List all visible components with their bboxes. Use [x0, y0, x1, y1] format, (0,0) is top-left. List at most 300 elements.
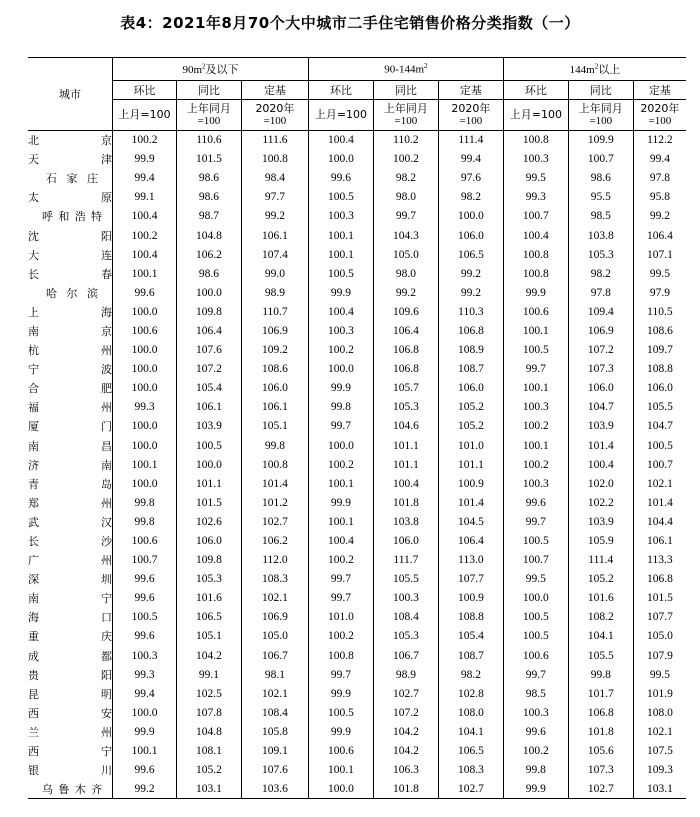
- index-value: 100.5: [503, 608, 568, 627]
- index-value: 98.0: [373, 264, 438, 283]
- index-value: 100.7: [503, 207, 568, 226]
- index-value: 100.2: [373, 150, 438, 169]
- index-value: 99.4: [113, 684, 177, 703]
- index-value: 110.5: [633, 302, 686, 321]
- index-value: 100.7: [633, 455, 686, 474]
- index-value: 101.5: [176, 493, 241, 512]
- index-value: 101.4: [241, 474, 308, 493]
- city-name: 银川: [28, 764, 113, 778]
- city-name: 深圳: [28, 573, 113, 587]
- index-value: 110.2: [373, 131, 438, 150]
- index-value: 100.5: [176, 436, 241, 455]
- index-value: 108.1: [176, 742, 241, 761]
- index-value: 106.0: [568, 379, 633, 398]
- index-value: 99.9: [503, 283, 568, 302]
- table-row: [28, 570, 686, 589]
- index-value: 105.1: [176, 627, 241, 646]
- table-row: [28, 474, 686, 493]
- index-value: 103.6: [241, 780, 308, 799]
- index-value: 99.8: [241, 436, 308, 455]
- table-row: [28, 341, 686, 360]
- index-value: 100.1: [113, 455, 177, 474]
- index-value: 100.6: [308, 742, 373, 761]
- index-value: 102.1: [241, 684, 308, 703]
- index-value: 99.6: [113, 283, 177, 302]
- index-value: 107.1: [633, 245, 686, 264]
- index-value: 98.5: [503, 684, 568, 703]
- table-row: [28, 703, 686, 722]
- index-value: 99.6: [113, 570, 177, 589]
- fixed-base-label: 2020年 =100: [633, 100, 686, 131]
- index-value: 100.2: [503, 455, 568, 474]
- index-value: 100.0: [113, 302, 177, 321]
- index-value: 98.2: [438, 188, 503, 207]
- index-value: 102.0: [568, 474, 633, 493]
- index-value: 99.0: [241, 264, 308, 283]
- index-value: 97.9: [633, 283, 686, 302]
- index-value: 105.2: [568, 570, 633, 589]
- index-value: 102.5: [176, 684, 241, 703]
- index-value: 100.1: [503, 436, 568, 455]
- table-row: [28, 436, 686, 455]
- table-row: [28, 302, 686, 321]
- index-value: 100.0: [113, 436, 177, 455]
- index-value: 101.4: [568, 436, 633, 455]
- index-value: 99.5: [503, 570, 568, 589]
- index-value: 106.8: [633, 570, 686, 589]
- index-value: 100.8: [503, 264, 568, 283]
- index-value: 102.7: [373, 684, 438, 703]
- index-value: 107.5: [633, 742, 686, 761]
- table-row: [28, 398, 686, 417]
- index-value: 100.5: [308, 703, 373, 722]
- index-value: 101.8: [373, 493, 438, 512]
- table-row: [28, 512, 686, 531]
- index-value: 107.2: [373, 703, 438, 722]
- index-value: 100.4: [503, 226, 568, 245]
- index-value: 100.7: [568, 150, 633, 169]
- index-value: 110.7: [241, 302, 308, 321]
- index-value: 103.1: [176, 780, 241, 799]
- table-row: [28, 226, 686, 245]
- index-value: 99.2: [438, 264, 503, 283]
- index-value: 104.7: [568, 398, 633, 417]
- index-value: 101.8: [373, 780, 438, 799]
- index-value: 99.7: [503, 512, 568, 531]
- city-name: 武汉: [28, 515, 113, 529]
- index-value: 100.3: [503, 474, 568, 493]
- index-value: 99.7: [308, 570, 373, 589]
- index-value: 101.1: [373, 436, 438, 455]
- index-value: 106.9: [241, 321, 308, 340]
- index-value: 104.2: [176, 646, 241, 665]
- index-value: 100.0: [113, 703, 177, 722]
- index-value: 101.6: [568, 589, 633, 608]
- city-name: 广州: [28, 554, 113, 568]
- index-value: 101.0: [308, 608, 373, 627]
- index-value: 98.9: [373, 665, 438, 684]
- index-value: 105.3: [373, 398, 438, 417]
- index-value: 108.3: [241, 570, 308, 589]
- index-value: 105.3: [568, 245, 633, 264]
- fixed-base-header: 定基: [241, 81, 308, 100]
- index-value: 102.8: [438, 684, 503, 703]
- index-value: 101.1: [176, 474, 241, 493]
- city-name: 贵阳: [28, 668, 113, 682]
- table-row: [28, 283, 686, 302]
- index-value: 99.3: [113, 398, 177, 417]
- index-value: 100.6: [113, 531, 177, 550]
- index-value: 100.6: [113, 321, 177, 340]
- table-row: [28, 379, 686, 398]
- table-row: [28, 245, 686, 264]
- index-value: 98.5: [568, 207, 633, 226]
- mom-header: 环比: [113, 81, 177, 100]
- index-value: 99.4: [113, 169, 177, 188]
- index-value: 100.2: [308, 341, 373, 360]
- index-value: 103.9: [568, 417, 633, 436]
- index-value: 105.4: [438, 627, 503, 646]
- index-value: 109.6: [373, 302, 438, 321]
- index-value: 99.1: [113, 188, 177, 207]
- index-value: 99.7: [308, 589, 373, 608]
- index-value: 99.5: [633, 665, 686, 684]
- index-value: 104.7: [633, 417, 686, 436]
- index-value: 98.2: [373, 169, 438, 188]
- index-value: 99.7: [308, 417, 373, 436]
- index-value: 108.9: [438, 341, 503, 360]
- index-value: 109.9: [568, 131, 633, 150]
- index-value: 103.1: [633, 780, 686, 799]
- index-value: 109.8: [176, 302, 241, 321]
- index-value: 100.4: [113, 245, 177, 264]
- index-value: 107.9: [633, 646, 686, 665]
- index-value: 106.4: [438, 531, 503, 550]
- index-value: 97.7: [241, 188, 308, 207]
- index-value: 104.3: [373, 226, 438, 245]
- index-value: 100.5: [503, 341, 568, 360]
- index-value: 100.4: [568, 455, 633, 474]
- fixed-base-label: 2020年 =100: [438, 100, 503, 131]
- index-value: 99.8: [113, 512, 177, 531]
- index-value: 106.1: [633, 531, 686, 550]
- index-value: 97.6: [438, 169, 503, 188]
- index-value: 109.2: [241, 341, 308, 360]
- city-name: 太原: [28, 191, 113, 205]
- index-value: 104.1: [568, 627, 633, 646]
- index-value: 100.0: [176, 283, 241, 302]
- index-value: 98.6: [176, 169, 241, 188]
- index-value: 99.6: [503, 722, 568, 741]
- index-value: 106.8: [373, 360, 438, 379]
- index-value: 98.4: [241, 169, 308, 188]
- index-value: 99.6: [503, 493, 568, 512]
- index-value: 105.5: [633, 398, 686, 417]
- index-value: 100.0: [113, 360, 177, 379]
- index-value: 106.1: [176, 398, 241, 417]
- group-header-small: $90m^2$及以下: [113, 58, 309, 81]
- index-value: 103.8: [373, 512, 438, 531]
- index-value: 100.7: [113, 551, 177, 570]
- city-name: 南京: [28, 324, 113, 338]
- index-value: 105.3: [373, 627, 438, 646]
- index-value: 100.2: [113, 226, 177, 245]
- city-column-header: 城市: [28, 58, 113, 131]
- index-value: 108.8: [633, 360, 686, 379]
- table-row: [28, 531, 686, 550]
- index-value: 100.4: [373, 474, 438, 493]
- index-value: 100.4: [308, 531, 373, 550]
- index-value: 101.4: [438, 493, 503, 512]
- city-name: 上海: [28, 305, 113, 319]
- index-value: 99.9: [113, 150, 177, 169]
- index-value: 104.1: [438, 722, 503, 741]
- index-value: 99.9: [113, 722, 177, 741]
- index-value: 101.0: [438, 436, 503, 455]
- index-value: 98.2: [438, 665, 503, 684]
- table-row: [28, 742, 686, 761]
- index-value: 99.2: [633, 207, 686, 226]
- index-value: 99.5: [633, 264, 686, 283]
- index-value: 99.4: [438, 150, 503, 169]
- index-value: 109.8: [176, 551, 241, 570]
- city-name: 厦门: [28, 420, 113, 434]
- table-row: [28, 169, 686, 188]
- table-row: [28, 188, 686, 207]
- index-value: 100.7: [503, 551, 568, 570]
- index-value: 108.0: [438, 703, 503, 722]
- index-value: 106.3: [373, 761, 438, 780]
- table-row: [28, 684, 686, 703]
- index-value: 100.3: [503, 150, 568, 169]
- index-value: 106.4: [176, 321, 241, 340]
- city-name: 青岛: [28, 477, 113, 491]
- index-value: 107.7: [438, 570, 503, 589]
- table-title: 表4：2021年8月70个大中城市二手住宅销售价格分类指数（一）: [120, 14, 580, 32]
- index-value: 102.7: [568, 780, 633, 799]
- city-name: 北京: [28, 134, 113, 148]
- index-value: 106.0: [176, 531, 241, 550]
- index-value: 103.9: [568, 512, 633, 531]
- index-value: 106.0: [438, 226, 503, 245]
- index-value: 102.1: [633, 474, 686, 493]
- index-value: 99.9: [503, 780, 568, 799]
- index-value: 104.8: [176, 226, 241, 245]
- index-value: 100.3: [113, 646, 177, 665]
- index-value: 106.9: [241, 608, 308, 627]
- city-name: 天津: [28, 153, 113, 167]
- index-value: 108.8: [438, 608, 503, 627]
- index-value: 100.1: [308, 245, 373, 264]
- index-value: 100.4: [308, 131, 373, 150]
- index-value: 101.5: [633, 589, 686, 608]
- index-value: 98.1: [241, 665, 308, 684]
- city-name: 成都: [28, 649, 113, 663]
- index-value: 98.6: [176, 188, 241, 207]
- index-value: 108.6: [241, 360, 308, 379]
- index-value: 105.0: [633, 627, 686, 646]
- index-value: 109.4: [568, 302, 633, 321]
- index-value: 95.8: [633, 188, 686, 207]
- index-value: 100.6: [503, 302, 568, 321]
- index-value: 100.0: [176, 455, 241, 474]
- city-name: 宁波: [28, 363, 113, 377]
- city-name: 沈阳: [28, 229, 113, 243]
- city-name: 兰州: [28, 725, 113, 739]
- index-value: 100.2: [113, 131, 177, 150]
- fixed-base-header: 定基: [633, 81, 686, 100]
- index-value: 106.7: [373, 646, 438, 665]
- index-value: 109.3: [633, 761, 686, 780]
- index-value: 99.6: [113, 761, 177, 780]
- index-value: 101.5: [176, 150, 241, 169]
- index-value: 106.8: [438, 321, 503, 340]
- index-value: 106.8: [568, 703, 633, 722]
- index-value: 99.8: [308, 398, 373, 417]
- fixed-base-label: 2020年 =100: [241, 100, 308, 131]
- yoy-header: 同比: [176, 81, 241, 100]
- city-name: 长沙: [28, 535, 113, 549]
- index-value: 101.2: [241, 493, 308, 512]
- fixed-base-header: 定基: [438, 81, 503, 100]
- city-name: 西安: [28, 706, 113, 720]
- index-value: 105.2: [176, 761, 241, 780]
- index-value: 97.8: [568, 283, 633, 302]
- index-value: 109.1: [241, 742, 308, 761]
- index-value: 111.7: [373, 551, 438, 570]
- mom-header: 环比: [503, 81, 568, 100]
- index-value: 98.9: [241, 283, 308, 302]
- index-value: 106.5: [438, 245, 503, 264]
- yoy-header: 同比: [373, 81, 438, 100]
- index-value: 100.1: [308, 226, 373, 245]
- index-value: 105.4: [176, 379, 241, 398]
- index-value: 112.2: [633, 131, 686, 150]
- index-value: 106.0: [373, 531, 438, 550]
- index-value: 99.9: [308, 684, 373, 703]
- mom-base-label: 上月=100: [503, 100, 568, 131]
- yoy-base-label: 上年同月 =100: [568, 100, 633, 131]
- index-value: 106.4: [633, 226, 686, 245]
- index-value: 99.8: [568, 665, 633, 684]
- index-value: 100.5: [633, 436, 686, 455]
- index-value: 102.7: [438, 780, 503, 799]
- index-value: 108.0: [633, 703, 686, 722]
- table-row: [28, 665, 686, 684]
- index-value: 98.7: [176, 207, 241, 226]
- index-value: 100.0: [113, 379, 177, 398]
- index-value: 100.6: [503, 646, 568, 665]
- index-value: 97.8: [633, 169, 686, 188]
- index-value: 102.6: [176, 512, 241, 531]
- index-value: 99.9: [308, 379, 373, 398]
- index-value: 107.6: [176, 341, 241, 360]
- city-name: 大连: [28, 248, 113, 262]
- index-value: 106.0: [438, 379, 503, 398]
- index-value: 100.0: [113, 417, 177, 436]
- index-value: 106.1: [241, 398, 308, 417]
- city-name: 南昌: [28, 439, 113, 453]
- city-name: 昆明: [28, 687, 113, 701]
- index-value: 100.0: [113, 474, 177, 493]
- index-value: 108.7: [438, 646, 503, 665]
- index-value: 98.2: [568, 264, 633, 283]
- index-value: 103.9: [176, 417, 241, 436]
- index-value: 106.8: [373, 341, 438, 360]
- index-value: 99.6: [308, 169, 373, 188]
- index-value: 99.2: [438, 283, 503, 302]
- index-value: 100.4: [113, 207, 177, 226]
- index-value: 99.3: [503, 188, 568, 207]
- index-value: 105.2: [438, 417, 503, 436]
- city-name: 重庆: [28, 630, 113, 644]
- index-value: 100.4: [308, 302, 373, 321]
- city-name: 西宁: [28, 745, 113, 759]
- table-row: [28, 722, 686, 741]
- city-name: 石家庄: [46, 172, 99, 186]
- index-value: 107.7: [633, 608, 686, 627]
- index-value: 100.5: [308, 264, 373, 283]
- index-value: 101.4: [633, 493, 686, 512]
- index-value: 99.7: [503, 665, 568, 684]
- index-value: 102.1: [633, 722, 686, 741]
- index-value: 100.8: [241, 455, 308, 474]
- index-value: 101.1: [438, 455, 503, 474]
- index-value: 100.3: [308, 321, 373, 340]
- index-value: 99.2: [241, 207, 308, 226]
- index-value: 111.4: [438, 131, 503, 150]
- mom-base-label: 上月=100: [113, 100, 177, 131]
- index-value: 101.1: [373, 455, 438, 474]
- mom-header: 环比: [308, 81, 373, 100]
- index-value: 104.2: [373, 742, 438, 761]
- index-value: 99.6: [113, 627, 177, 646]
- city-name: 郑州: [28, 496, 113, 510]
- index-value: 101.8: [568, 722, 633, 741]
- index-value: 105.9: [568, 531, 633, 550]
- index-value: 100.1: [113, 264, 177, 283]
- index-value: 102.2: [568, 493, 633, 512]
- index-value: 99.3: [113, 665, 177, 684]
- index-value: 101.6: [176, 589, 241, 608]
- index-value: 107.8: [176, 703, 241, 722]
- index-value: 107.2: [176, 360, 241, 379]
- index-value: 100.0: [438, 207, 503, 226]
- table-row: [28, 780, 686, 799]
- index-value: 100.2: [308, 627, 373, 646]
- index-value: 100.0: [308, 780, 373, 799]
- yoy-header: 同比: [568, 81, 633, 100]
- index-value: 100.1: [503, 379, 568, 398]
- index-value: 98.6: [568, 169, 633, 188]
- index-value: 100.9: [438, 589, 503, 608]
- mom-base-label: 上月=100: [308, 100, 373, 131]
- index-value: 100.9: [438, 474, 503, 493]
- index-value: 99.9: [308, 722, 373, 741]
- index-value: 107.3: [568, 761, 633, 780]
- group-header-medium: $90-144m^2$: [308, 58, 503, 81]
- index-value: 113.3: [633, 551, 686, 570]
- index-value: 100.8: [308, 646, 373, 665]
- index-value: 100.3: [503, 703, 568, 722]
- city-name: 哈尔滨: [46, 286, 99, 300]
- city-name: 长春: [28, 267, 113, 281]
- index-value: 100.1: [308, 512, 373, 531]
- index-value: 100.8: [503, 131, 568, 150]
- table-row: [28, 589, 686, 608]
- table-row: [28, 627, 686, 646]
- table-row: [28, 321, 686, 340]
